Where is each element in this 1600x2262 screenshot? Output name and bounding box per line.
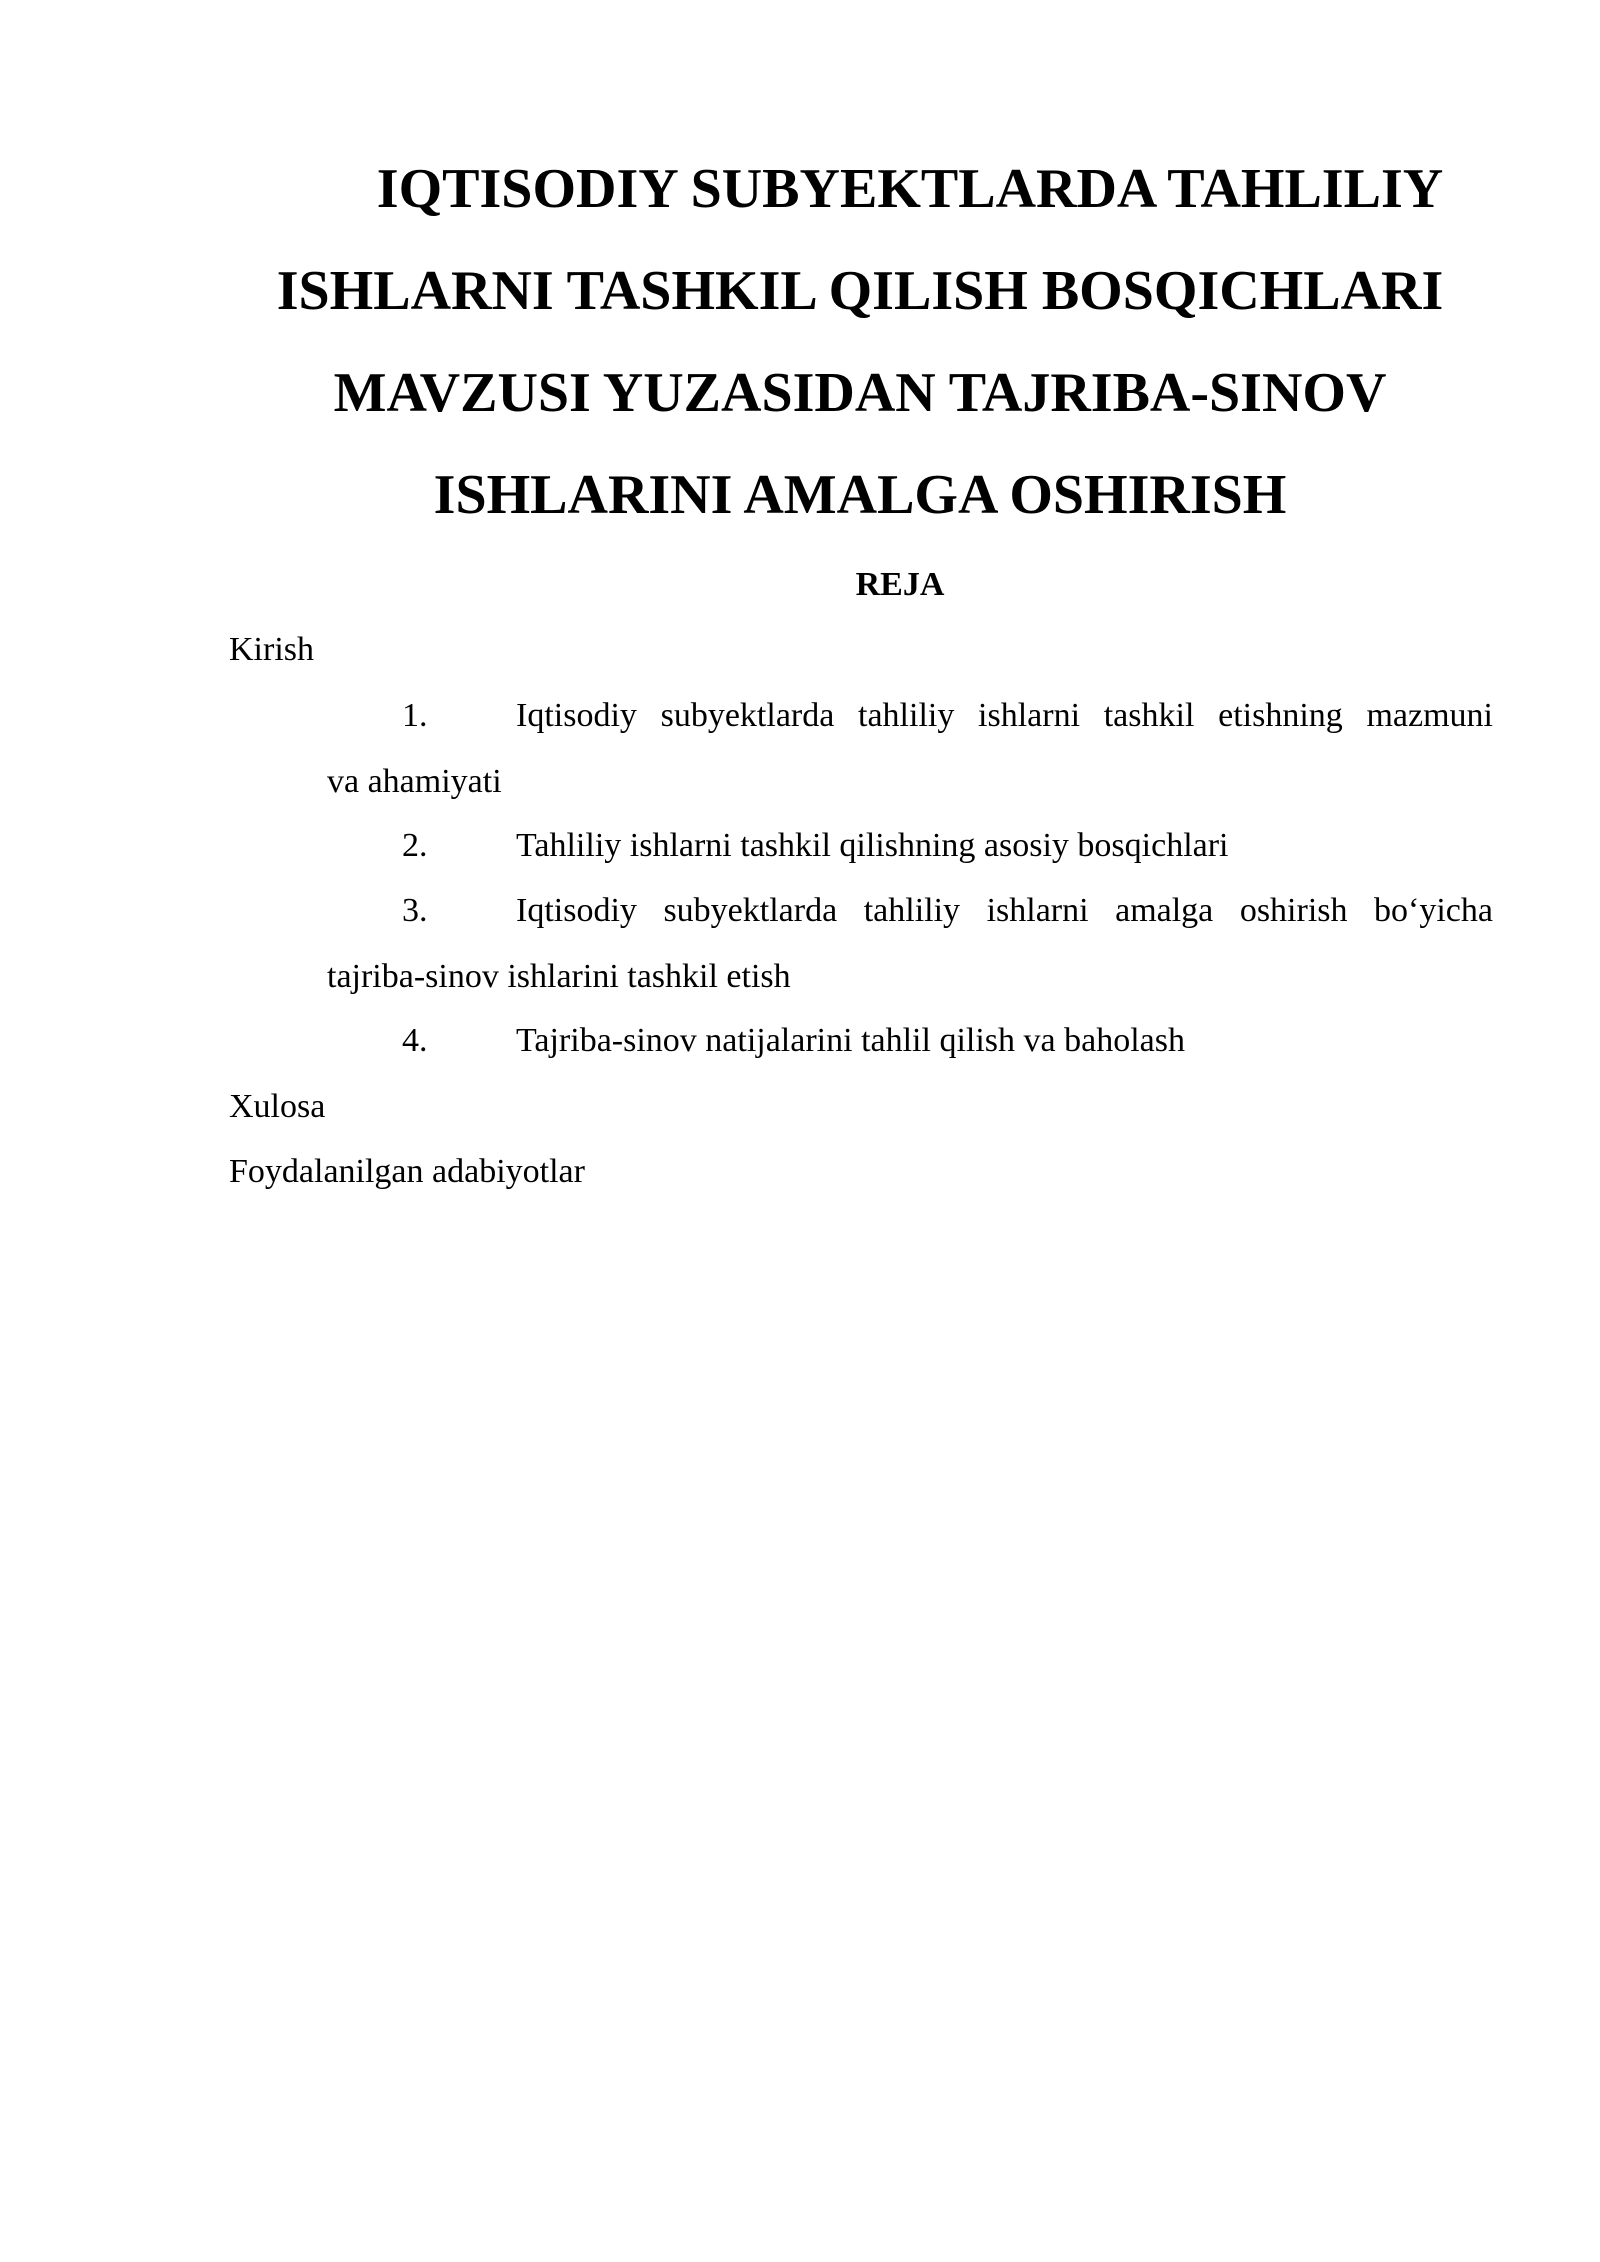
plan-item-text (516, 683, 1493, 748)
title-line-2: ISHLARNI TASHKIL QILISH BOSQICHLARI (276, 260, 1444, 322)
plan-heading (0, 560, 1600, 610)
plan-item-text (516, 878, 1493, 943)
plan-item-text: Tajriba-sinov natijalarini tahlil qilish va baholash (516, 1022, 1185, 1059)
plan-item-number: 1. (402, 697, 428, 734)
title-line-1: IQTISODIY SUBYEKTLARDA TAHLILIY (376, 158, 1444, 220)
plan-item-text: Tahliliy ishlarni tashkil qilishning asosiy bosqichlari (516, 827, 1229, 864)
title-line-4: ISHLARINI AMALGA OSHIRISH (433, 464, 1287, 526)
plan-item-text-line: Iqtisodiy subyektlarda tahliliy ishlarni tashkil etishning mazmuni (516, 697, 1493, 734)
plan-item-number: 3. (402, 892, 428, 929)
plan-item-1-continuation: va ahamiyati (327, 763, 502, 800)
plan-item-number: 4. (402, 1022, 428, 1059)
plan-item-text-line: Iqtisodiy subyektlarda tahliliy ishlarni amalga oshirish bo‘yicha (516, 892, 1493, 929)
plan-item-3-continuation: tajriba-sinov ishlarini tashkil etish (327, 958, 791, 995)
plan-heading-text: REJA (855, 566, 945, 603)
intro-entry: Kirish (229, 631, 314, 668)
references-entry: Foydalanilgan adabiyotlar (229, 1153, 585, 1190)
conclusion-entry: Xulosa (229, 1088, 326, 1125)
title-line-3: MAVZUSI YUZASIDAN TAJRIBA-SINOV (333, 362, 1387, 424)
plan-item-number: 2. (402, 827, 428, 864)
document-title (200, 138, 1520, 546)
